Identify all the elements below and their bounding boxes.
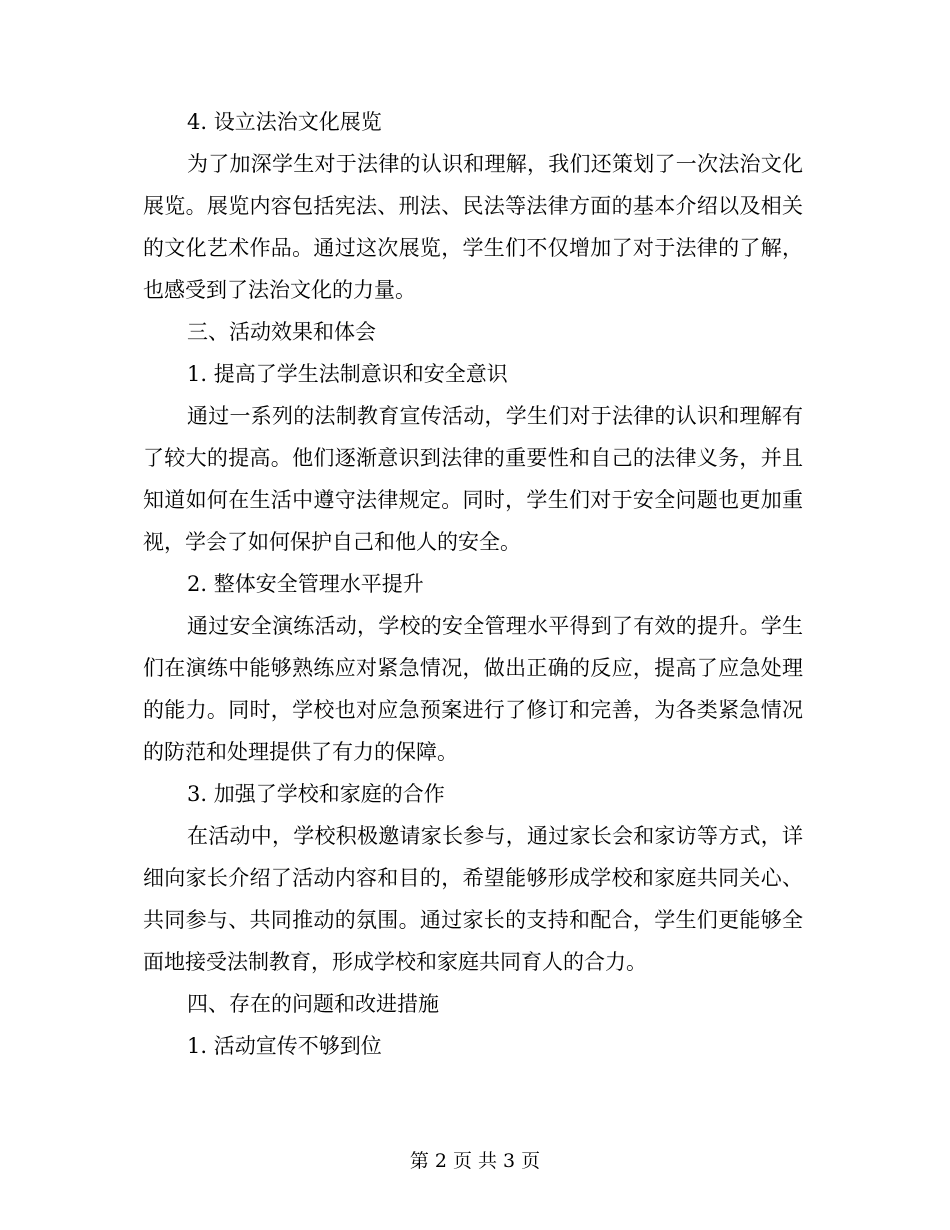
section-heading: 三、活动效果和体会 [187, 320, 376, 344]
paragraph: 为了加深学生对于法律的认识和理解，我们还策划了一次法治文化展览。展览内容包括宪法、刑法、民法等法律方面的基本介绍以及相关的文化艺术作品。通过这次展览，学生们不仅增加了对于法律的了解，也感受到了法治文化的力量。 [143, 152, 803, 302]
section-heading: 2. 整体安全管理水平提升 [187, 572, 424, 596]
page-number-footer: 第 2 页 共 3 页 [409, 1150, 541, 1172]
section-heading: 四、存在的问题和改进措施 [187, 992, 439, 1016]
paragraph: 在活动中，学校积极邀请家长参与，通过家长会和家访等方式，详细向家长介绍了活动内容和目的，希望能够形成学校和家庭共同关心、共同参与、共同推动的氛围。通过家长的支持和配合，学生们更能够全面地接受法制教育，形成学校和家庭共同育人的合力。 [143, 824, 803, 974]
section-heading: 4. 设立法治文化展览 [187, 110, 382, 134]
paragraph: 通过安全演练活动，学校的安全管理水平得到了有效的提升。学生们在演练中能够熟练应对紧急情况，做出正确的反应，提高了应急处理的能力。同时，学校也对应急预案进行了修订和完善，为各类紧急情况的防范和处理提供了有力的保障。 [143, 614, 803, 764]
section-heading: 1. 提高了学生法制意识和安全意识 [187, 362, 508, 386]
paragraph: 通过一系列的法制教育宣传活动，学生们对于法律的认识和理解有了较大的提高。他们逐渐意识到法律的重要性和自己的法律义务，并且知道如何在生活中遵守法律规定。同时，学生们对于安全问题也更加重视，学会了如何保护自己和他人的安全。 [143, 404, 803, 554]
document-body [143, 101, 803, 1067]
section-heading: 1. 活动宣传不够到位 [187, 1034, 382, 1058]
section-heading: 3. 加强了学校和家庭的合作 [187, 782, 445, 806]
